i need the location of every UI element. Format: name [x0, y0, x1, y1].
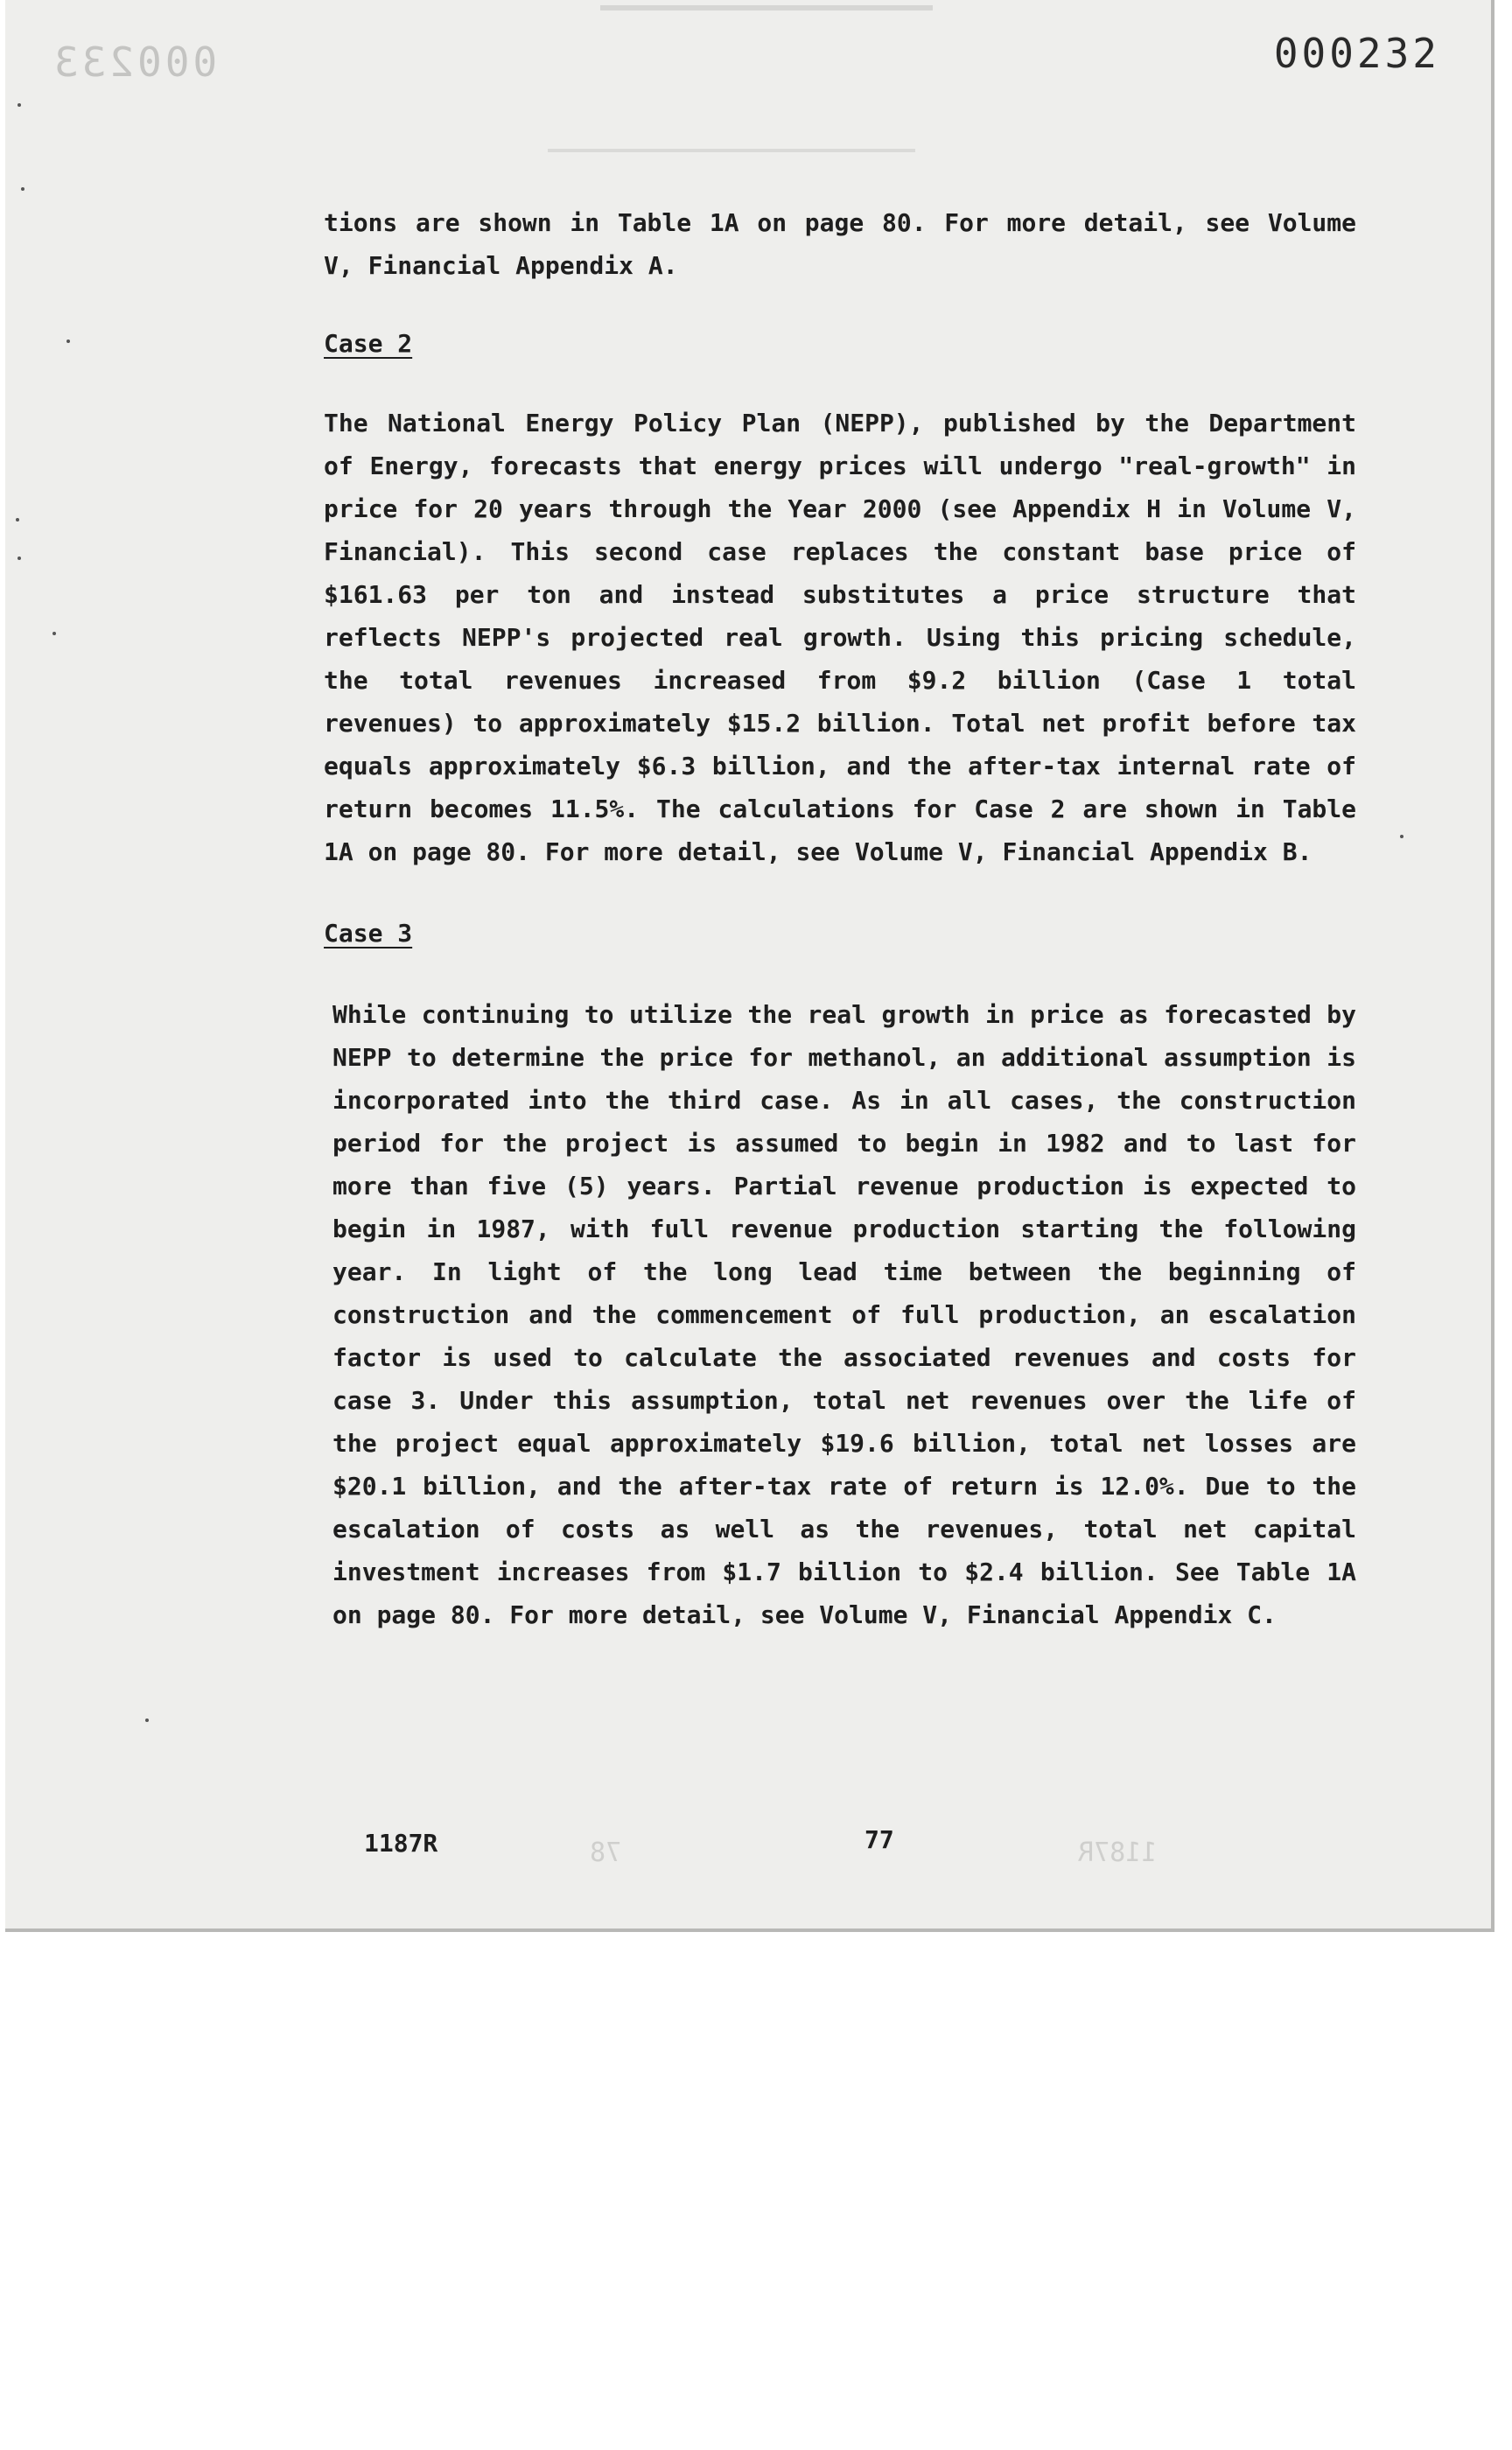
- bleed-through-footer-code: 1187R: [1078, 1838, 1158, 1868]
- intro-paragraph: tions are shown in Table 1A on page 80. For more detail, see Volume V, Financial Appendix A.: [324, 208, 1356, 280]
- scan-speck: [21, 187, 24, 191]
- document-stamp-number: 000232: [1273, 30, 1440, 77]
- scan-speck: [18, 103, 21, 107]
- case3-paragraph: While continuing to utilize the real growth in price as forecasted by NEPP to determine the price for methanol, an additional assumption is incorporated into the third case. As in all cases, the construction period for the project is assumed to begin in 1982 and to last for more than five (5) years. Partial revenue production is expected to begin in 1987, with full revenue production starting the following year. In light of the long lead time between the beginning of construction and the commencement of full production, an escalation factor is used to calculate the associated revenues and costs for case 3. Under this assumption, total net revenues over the life of the project equal approximately $19.6 billion, total net losses are $20.1 billion, and the after-tax rate of return is 12.0%. Due to the escalation of costs as well as the revenues, total net capital investment increases from $1.7 billion to $2.4 billion. See Table 1A on page 80. For more detail, see Volume V, Financial Appendix C.: [332, 1000, 1356, 1629]
- case2-paragraph: The National Energy Policy Plan (NEPP), published by the Department of Energy, forecasts that energy prices will undergo "real-growth" in price for 20 years through the Year 2000 (see Appendix H in Volume V, Financial). This second case replaces the constant base price of $161.63 per ton and instead substitutes a price structure that reflects NEPP's projected real growth. Using this pricing schedule, the total revenues increased from $9.2 billion (Case 1 total revenues) to approximately $15.2 billion. Total net profit before tax equals approximately $6.3 billion, and the after-tax internal rate of return becomes 11.5%. The calculations for Case 2 are shown in Table 1A on page 80. For more detail, see Volume V, Financial Appendix B.: [324, 409, 1356, 866]
- bleed-through-footer-page: 78: [590, 1838, 622, 1868]
- scan-speck: [66, 340, 70, 343]
- footer-doc-code: 1187R: [364, 1829, 438, 1858]
- case2-heading: Case 2: [324, 329, 413, 358]
- scan-speck: [1400, 835, 1404, 838]
- scan-smudge: [548, 149, 915, 152]
- case3-heading: Case 3: [324, 919, 413, 948]
- scan-speck: [16, 518, 19, 522]
- scan-speck: [145, 1718, 149, 1722]
- page-body: [324, 201, 1356, 1636]
- scan-speck: [52, 632, 56, 635]
- scan-speck: [18, 556, 21, 560]
- bleed-through-stamp: 000233: [51, 38, 218, 86]
- footer-page-number: 77: [864, 1825, 894, 1854]
- scanned-page: [5, 0, 1494, 1932]
- scan-smudge: [600, 5, 933, 10]
